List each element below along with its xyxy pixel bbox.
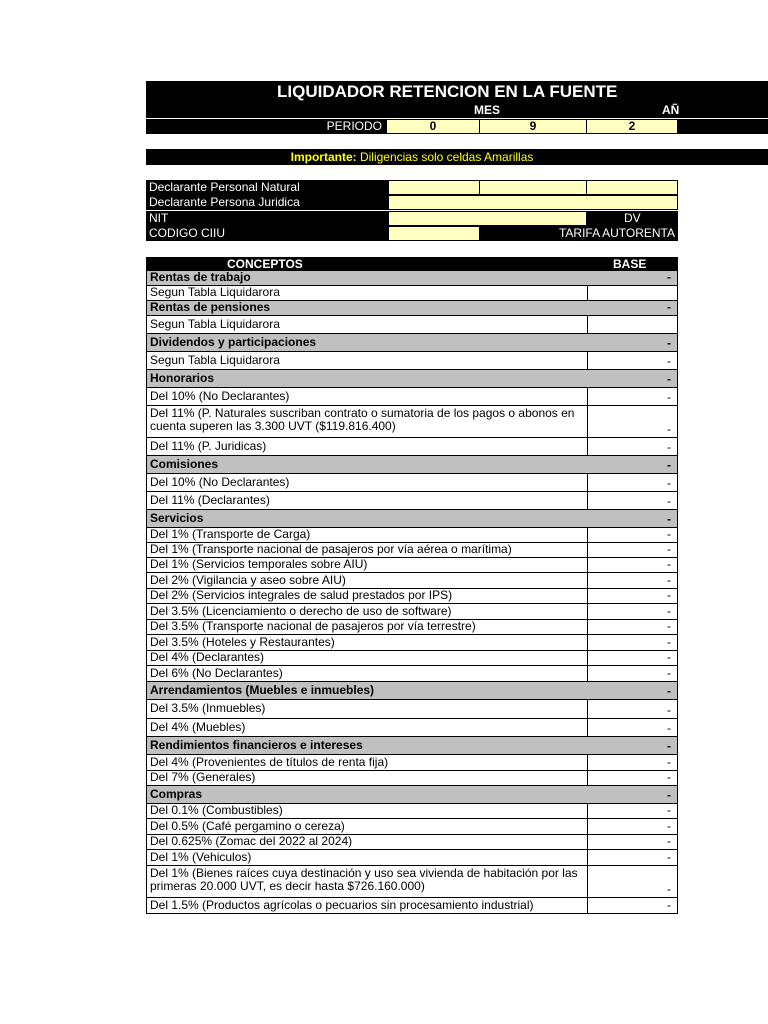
row-base-value[interactable]: - (667, 721, 671, 735)
table-row (147, 651, 677, 666)
row-label: Del 10% (No Declarantes) (147, 388, 588, 405)
row-label: Dividendos y participaciones (150, 335, 317, 349)
row-base-value[interactable]: - (667, 372, 671, 386)
table-row (147, 604, 677, 620)
dv-label: DV (587, 211, 678, 226)
table-row (147, 573, 677, 589)
ciiu-label: CODIGO CIIU (146, 226, 388, 241)
table-row (147, 719, 677, 737)
ciiu-field[interactable] (388, 226, 480, 241)
declarante-juridica-label: Declarante Persona Juridica (146, 195, 388, 210)
row-base-value[interactable]: - (667, 557, 671, 571)
row-label: Segun Tabla Liquidarora (147, 286, 588, 300)
row-base-value[interactable]: - (667, 650, 671, 664)
periodo-cell-2[interactable]: 9 (479, 119, 587, 134)
table-row (147, 666, 677, 682)
row-label: Del 0.625% (Zomac del 2022 al 2024) (147, 835, 588, 849)
row-base-value[interactable]: - (667, 739, 671, 753)
periodo-cell-3[interactable]: 2 (586, 119, 678, 134)
row-label: Del 1% (Transporte nacional de pasajeros por vía aérea o marítima) (147, 543, 588, 557)
category-row (147, 737, 677, 755)
row-label: Del 3.5% (Hoteles y Restaurantes) (147, 635, 588, 650)
row-base-value[interactable]: - (667, 300, 671, 314)
row-base-value[interactable]: - (667, 476, 671, 490)
row-label: Del 3.5% (Transporte nacional de pasajeros por vía terrestre) (147, 620, 588, 634)
table-row (147, 528, 677, 543)
row-base-value[interactable]: - (667, 512, 671, 526)
row-base-value[interactable]: - (667, 788, 671, 802)
row-label: Del 1.5% (Productos agrícolas o pecuarios sin procesamiento industrial) (147, 898, 588, 913)
ano-label: AÑ (662, 103, 680, 117)
row-label: Del 6% (No Declarantes) (147, 666, 588, 681)
row-label: Del 11% (P. Juridicas) (147, 438, 588, 455)
row-base-value[interactable]: - (667, 882, 671, 896)
nit-label: NIT (146, 211, 388, 226)
mes-label: MES (474, 103, 501, 117)
sheet-title: LIQUIDADOR RETENCION EN LA FUENTE (146, 81, 768, 103)
nit-field[interactable] (388, 211, 587, 226)
row-label: Del 3.5% (Licenciamiento o derecho de uso de software) (147, 604, 588, 619)
row-base-value[interactable]: - (667, 803, 671, 817)
row-label: Del 1% (Bienes raíces cuya destinación y uso sea vivienda de habitación por las primeras 20.000 UVT, es decir hasta $726.160.000) (147, 866, 588, 897)
row-label: Comisiones (150, 457, 219, 471)
row-base-value[interactable]: - (667, 604, 671, 618)
table-row (147, 635, 677, 651)
declarante-natural-cell-1[interactable] (388, 180, 480, 195)
row-base-value[interactable]: - (667, 619, 671, 633)
row-label: Compras (150, 787, 203, 801)
table-row (147, 755, 677, 771)
row-label: Del 1% (Servicios temporales sobre AIU) (147, 558, 588, 572)
table-row (147, 316, 677, 334)
table-row (147, 352, 677, 370)
row-base-value[interactable]: - (667, 666, 671, 680)
table-row (147, 804, 677, 819)
row-label: Del 10% (No Declarantes) (147, 474, 588, 491)
table-row (147, 492, 677, 510)
table-row (147, 898, 677, 914)
row-label: Rentas de trabajo (150, 270, 251, 284)
row-label: Del 7% (Generales) (147, 771, 588, 785)
row-base-value[interactable]: - (667, 834, 671, 848)
row-label: Del 1% (Transporte de Carga) (147, 528, 588, 542)
periodo-cell-1[interactable]: 0 (386, 119, 480, 134)
tarifa-autorenta-label: TARIFA AUTORENTA (480, 226, 678, 241)
row-label: Del 3.5% (Inmuebles) (147, 700, 588, 718)
row-base-value[interactable]: - (667, 494, 671, 508)
row-base-value[interactable]: - (667, 898, 671, 912)
row-label: Del 0.5% (Café pergamino o cereza) (147, 819, 588, 834)
row-base-value[interactable]: - (667, 850, 671, 864)
row-base-value[interactable]: - (667, 440, 671, 454)
row-base-value[interactable]: - (667, 755, 671, 769)
row-label: Del 11% (Declarantes) (147, 492, 588, 509)
row-base-value[interactable]: - (667, 390, 671, 404)
row-label: Servicios (150, 511, 204, 525)
row-label: Del 4% (Muebles) (147, 719, 588, 736)
row-base-value[interactable]: - (667, 354, 671, 368)
declarante-natural-label: Declarante Personal Natural (146, 180, 388, 195)
row-base-value[interactable]: - (667, 819, 671, 833)
table-header (147, 257, 677, 271)
row-label: Arrendamientos (Muebles e inmuebles) (150, 683, 375, 697)
row-label: Rendimientos financieros e intereses (150, 738, 363, 752)
category-row (147, 370, 677, 388)
row-base-value[interactable]: - (667, 336, 671, 350)
table-row (147, 819, 677, 835)
category-row (147, 786, 677, 804)
row-base-value[interactable]: - (667, 422, 671, 436)
table-row (147, 474, 677, 492)
table-row (147, 543, 677, 558)
row-label: Del 1% (Vehiculos) (147, 850, 588, 865)
row-label: Del 0.1% (Combustibles) (147, 804, 588, 818)
row-base-value[interactable]: - (667, 458, 671, 472)
row-base-value[interactable]: - (667, 573, 671, 587)
table-row (147, 438, 677, 456)
table-row (147, 866, 677, 898)
mes-header-row (146, 103, 768, 118)
row-base-value[interactable]: - (667, 684, 671, 698)
periodo-label: PERIODO (146, 119, 386, 134)
table-row (147, 589, 677, 604)
row-base-value[interactable]: - (667, 270, 671, 284)
declarante-natural-cell-3[interactable] (586, 180, 678, 195)
row-base-value[interactable]: - (667, 635, 671, 649)
declarante-juridica-field[interactable] (388, 195, 678, 210)
row-base-value[interactable]: - (667, 770, 671, 784)
table-row (147, 771, 677, 786)
row-label: Rentas de pensiones (150, 300, 271, 314)
row-label: Segun Tabla Liquidarora (147, 352, 588, 369)
table-row (147, 406, 677, 438)
table-row (147, 388, 677, 406)
periodo-right-band (678, 119, 768, 134)
category-row (147, 271, 677, 286)
row-label: Del 2% (Vigilancia y aseo sobre AIU) (147, 573, 588, 588)
table-row (147, 286, 677, 301)
category-row (147, 682, 677, 700)
col-conceptos: CONCEPTOS (227, 257, 303, 271)
row-label: Del 11% (P. Naturales suscriban contrato o sumatoria de los pagos o abonos en cuenta superen las 3.300 UVT ($119.816.400) (147, 406, 588, 437)
table-row (147, 850, 677, 866)
category-row (147, 334, 677, 352)
table-row (147, 835, 677, 850)
declarante-natural-cell-2[interactable] (479, 180, 587, 195)
table-body (147, 271, 677, 914)
table-row (147, 700, 677, 719)
row-base-value[interactable]: - (667, 588, 671, 602)
row-base-value[interactable]: - (667, 542, 671, 556)
row-label: Segun Tabla Liquidarora (147, 316, 588, 333)
row-label: Del 4% (Declarantes) (147, 651, 588, 665)
row-base-value[interactable]: - (667, 703, 671, 717)
col-base: BASE (613, 257, 647, 271)
row-label: Del 4% (Provenientes de títulos de renta fija) (147, 755, 588, 770)
row-base-value[interactable]: - (667, 527, 671, 541)
notice-right-band (678, 149, 768, 165)
conceptos-table (146, 257, 678, 914)
row-label: Honorarios (150, 371, 215, 385)
category-row (147, 510, 677, 528)
row-label: Del 2% (Servicios integrales de salud prestados por IPS) (147, 589, 588, 603)
category-row (147, 456, 677, 474)
table-row (147, 558, 677, 573)
table-row (147, 620, 677, 635)
category-row (147, 301, 677, 316)
important-notice: Importante: Diligencias solo celdas Amarillas (146, 149, 678, 165)
